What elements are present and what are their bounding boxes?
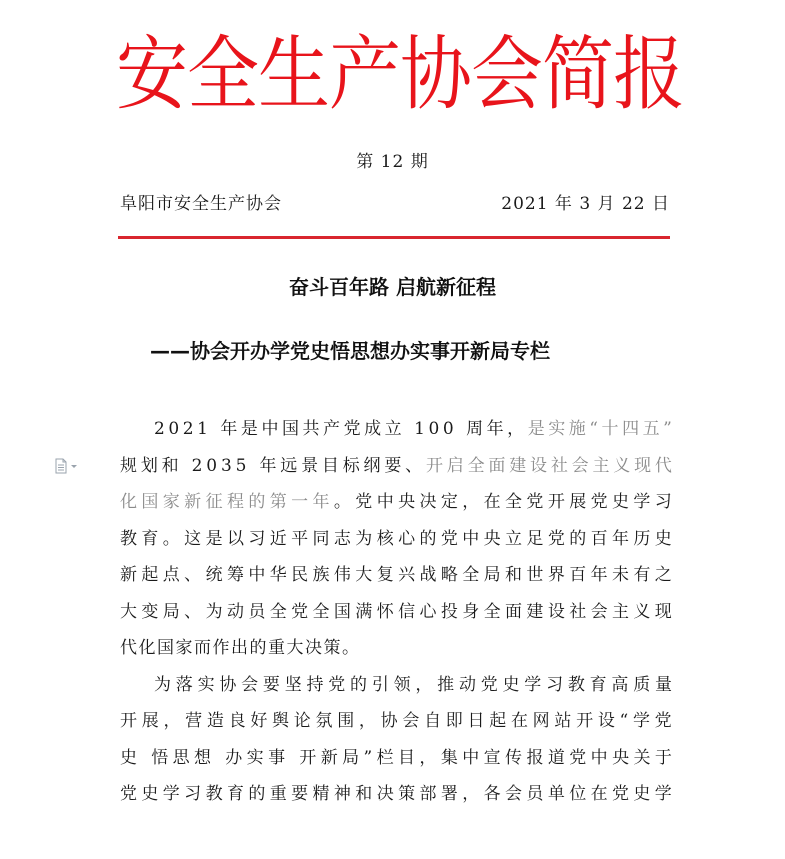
article-subtitle: ——协会开办学党史悟思想办实事开新局专栏 (150, 339, 550, 363)
red-divider (118, 236, 670, 239)
body-line: 大 变 局 、 为 动 员 全 党 全 国 满 怀 信 心 投 身 全 面 建 设 社 会 主 义 现 (120, 601, 672, 622)
meta-row (120, 192, 670, 216)
body-line: 开 展 ， 营 造 良 好 舆 论 氛 围 ， 协 会 自 即 日 起 在 网 站 开 设 “ 学 党 (120, 711, 672, 731)
body-line: 史 悟 思 想 办 实 事 开 新 局 ” 栏 目 ， 集 中 宣 传 报 道 党 中 央 关 于 (120, 747, 672, 768)
masthead-title: 安全生产协会简报 (116, 26, 685, 122)
publish-date: 2021 年 3 月 22 日 (501, 194, 670, 214)
document-dropdown-icon[interactable] (54, 458, 80, 474)
article-title: 奋斗百年路 启航新征程 (289, 275, 496, 299)
body-line: 党 史 学 习 教 育 的 重 要 精 神 和 决 策 部 署 ， 各 会 员 单 位 在 党 史 学 (120, 784, 672, 804)
issue-number: 第 12 期 (356, 152, 429, 172)
publisher-name: 阜阳市安全生产协会 (120, 194, 282, 214)
body-line: 代 化 国 家 而 作 出 的 重 大 决 策 。 (120, 638, 361, 658)
body-line: 教 育 。 这 是 以 习 近 平 同 志 为 核 心 的 党 中 央 立 足 党 的 百 年 历 史 (120, 528, 672, 549)
body-line: 新 起 点 、 统 筹 中 华 民 族 伟 大 复 兴 战 略 全 局 和 世 界 百 年 未 有 之 (120, 565, 672, 585)
article-body (120, 411, 672, 813)
body-line: 2 0 2 1 年 是 中 国 共 产 党 成 立 1 0 0 周 年 ， 是 实 施 “ 十 四 五 ” (154, 419, 672, 439)
body-line: 为 落 实 协 会 要 坚 持 党 的 引 领 ， 推 动 党 史 学 习 教 育 高 质 量 (154, 674, 672, 695)
body-line: 化 国 家 新 征 程 的 第 一 年 。 党 中 央 决 定 ， 在 全 党 开 展 党 史 学 习 (120, 492, 672, 512)
body-line: 规 划 和 2 0 3 5 年 远 景 目 标 纲 要 、 开 启 全 面 建 设 社 会 主 义 现 代 (120, 455, 672, 476)
